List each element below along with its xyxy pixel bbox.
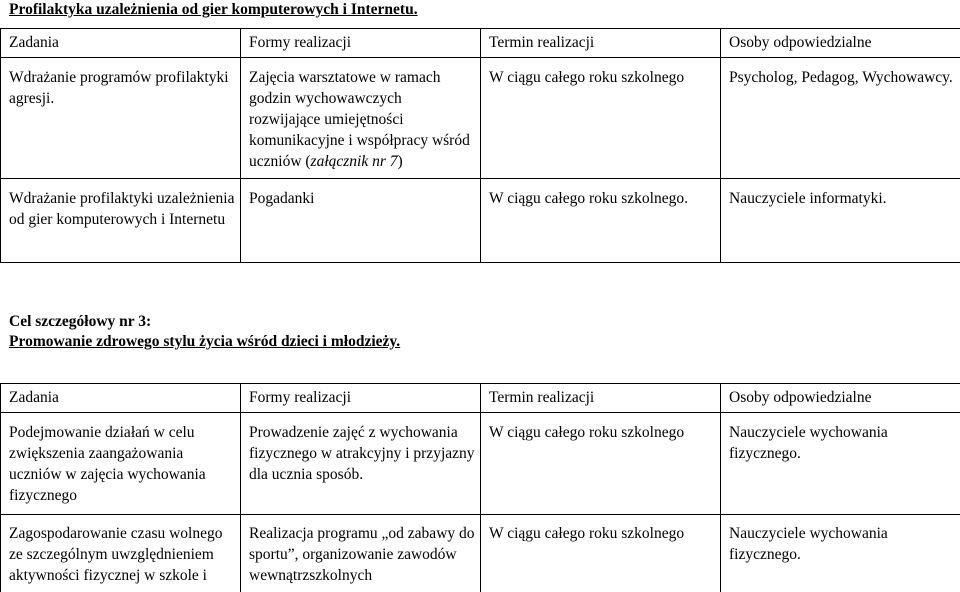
table-header-row: [1, 29, 960, 58]
form-text: Zajęcia warsztatowe w ramach godzin wychowawczych rozwijające umiejętności komunikacyjne i współpracy wśród uczniów (: [249, 69, 470, 170]
table-row: [1, 58, 960, 179]
form-cell: Prowadzenie zajęć z wychowania fizycznego w atrakcyjny i przyjazny dla ucznia sposób.: [241, 413, 481, 515]
table-row: [1, 413, 960, 515]
form-cell: [241, 58, 481, 179]
persons-cell: Psycholog, Pedagog, Wychowawcy.: [721, 58, 960, 179]
tasks-table-1: [0, 28, 960, 263]
persons-cell: Nauczyciele wychowania fizycznego.: [721, 515, 960, 592]
task-cell: Podejmowanie działań w celu zwiększenia zaangażowania uczniów w zajęcia wychowania fizycznego: [1, 413, 241, 515]
section-heading: Profilaktyka uzależnienia od gier komputerowych i Internetu.: [9, 1, 418, 18]
term-cell: W ciągu całego roku szkolnego: [481, 413, 721, 515]
form-cell: Realizacja programu „od zabawy do sportu”, organizowanie zawodów wewnątrzszkolnych: [241, 515, 481, 592]
task-cell: Wdrażanie profilaktyki uzależnienia od gier komputerowych i Internetu: [1, 179, 241, 263]
term-cell: W ciągu całego roku szkolnego: [481, 515, 721, 592]
table-row: [1, 515, 960, 592]
header-cell-tasks: Zadania: [1, 384, 241, 413]
header-cell-persons: Osoby odpowiedzialne: [721, 384, 960, 413]
task-cell: Wdrażanie programów profilaktyki agresji.: [1, 58, 241, 179]
header-cell-forms: Formy realizacji: [241, 29, 481, 58]
tasks-table-2: [0, 383, 960, 592]
term-cell: W ciągu całego roku szkolnego: [481, 58, 721, 179]
persons-cell: Nauczyciele wychowania fizycznego.: [721, 413, 960, 515]
header-cell-persons: Osoby odpowiedzialne: [721, 29, 960, 58]
table-row: [1, 179, 960, 263]
goal-title: Cel szczegółowy nr 3:: [9, 313, 152, 330]
header-cell-term: Termin realizacji: [481, 29, 721, 58]
attachment-ref: załącznik nr 7: [310, 153, 398, 170]
task-cell: Zagospodarowanie czasu wolnego ze szczególnym uwzględnieniem aktywności fizycznej w szkole i: [1, 515, 241, 592]
goal-block: [9, 312, 400, 352]
header-cell-tasks: Zadania: [1, 29, 241, 58]
persons-cell: Nauczyciele informatyki.: [721, 179, 960, 263]
table-header-row: [1, 384, 960, 413]
form-text-end: ): [397, 153, 403, 170]
term-cell: W ciągu całego roku szkolnego.: [481, 179, 721, 263]
header-cell-term: Termin realizacji: [481, 384, 721, 413]
header-cell-forms: Formy realizacji: [241, 384, 481, 413]
goal-subtitle: Promowanie zdrowego stylu życia wśród dzieci i młodzieży.: [9, 333, 401, 350]
form-cell: Pogadanki: [241, 179, 481, 263]
